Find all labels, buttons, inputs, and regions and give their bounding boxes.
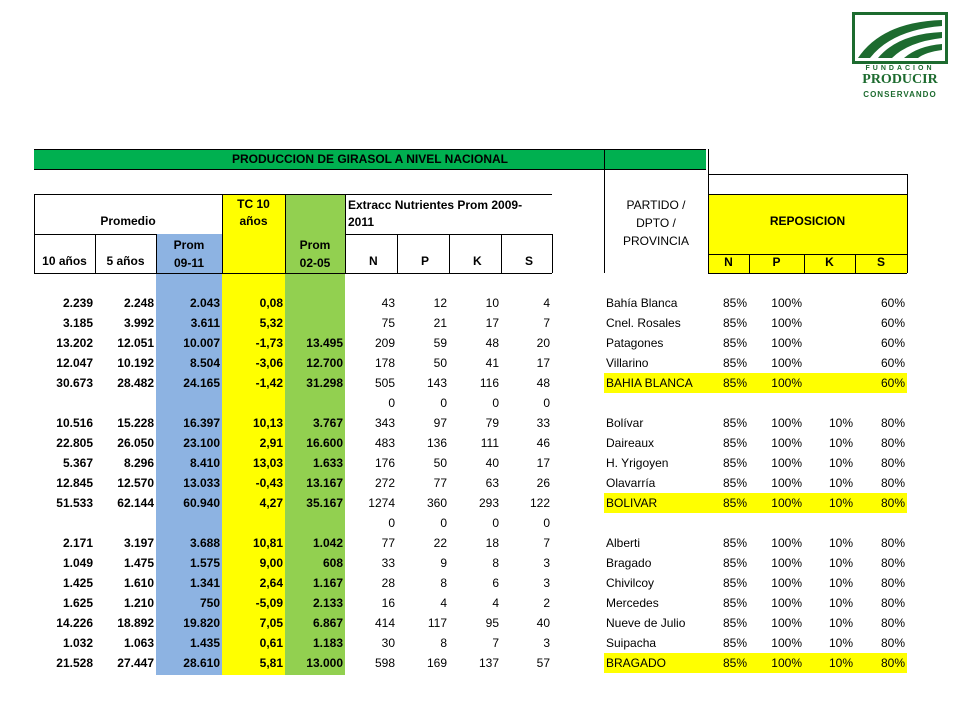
header-p: P bbox=[421, 254, 430, 268]
cell-col-3: 13,03 bbox=[252, 456, 283, 470]
logo-line-conservando: CONSERVANDO bbox=[863, 90, 937, 99]
cell-col-3: 10,13 bbox=[252, 416, 283, 430]
cell-col-5: 178 bbox=[374, 356, 395, 370]
grid-line bbox=[907, 174, 908, 273]
cell-repo-1 bbox=[749, 393, 804, 413]
cell-repo-0 bbox=[708, 393, 749, 413]
cell-col-1: 1.475 bbox=[123, 556, 154, 570]
cell-col-6: 0 bbox=[440, 396, 447, 410]
cell-col-3: -3,06 bbox=[255, 356, 283, 370]
cell-col-8: 40 bbox=[536, 616, 550, 630]
header-repo-s: S bbox=[876, 255, 885, 269]
header-5-anos: 5 años bbox=[106, 254, 145, 268]
cell-col-8: 122 bbox=[529, 496, 550, 510]
cell-repo-0: 85% bbox=[722, 476, 747, 490]
cell-col-0: 13.202 bbox=[56, 336, 93, 350]
cell-repo-1: 100% bbox=[771, 636, 802, 650]
cell-repo-2 bbox=[804, 393, 855, 413]
cell-col-4: 1.167 bbox=[312, 576, 343, 590]
cell-partido: Mercedes bbox=[606, 596, 659, 610]
cell-col-7: 48 bbox=[485, 336, 499, 350]
cell-col-1: 12.051 bbox=[117, 336, 154, 350]
header-repo-k: K bbox=[825, 255, 834, 269]
cell-col-8: 46 bbox=[536, 436, 550, 450]
cell-col-8: 4 bbox=[543, 296, 550, 310]
cell-col-8: 3 bbox=[543, 636, 550, 650]
cell-repo-2: 10% bbox=[828, 496, 853, 510]
cell-col-4 bbox=[285, 513, 345, 533]
cell-col-4: 608 bbox=[322, 556, 343, 570]
header-tc-10-anos: TC 10 años bbox=[237, 197, 270, 228]
cell-repo-2: 10% bbox=[828, 456, 853, 470]
cell-col-1: 3.992 bbox=[123, 316, 154, 330]
logo-line-fundacion: FUNDACION bbox=[865, 65, 935, 72]
cell-col-7: 63 bbox=[485, 476, 499, 490]
cell-col-1: 12.570 bbox=[117, 476, 154, 490]
cell-repo-3: 80% bbox=[880, 436, 905, 450]
cell-repo-0: 85% bbox=[722, 556, 747, 570]
cell-repo-0: 85% bbox=[722, 336, 747, 350]
cell-col-3: 0,61 bbox=[259, 636, 283, 650]
logo-emblem-icon bbox=[852, 12, 948, 64]
header-10-anos: 10 años bbox=[42, 254, 87, 268]
cell-col-8: 17 bbox=[536, 456, 550, 470]
cell-repo-0: 85% bbox=[722, 536, 747, 550]
cell-col-3: 5,81 bbox=[259, 656, 283, 670]
cell-partido: BAHIA BLANCA bbox=[606, 376, 693, 390]
cell-col-2: 2.043 bbox=[189, 296, 220, 310]
header-extracc-nutrientes: Extracc Nutrientes Prom 2009-2011 bbox=[348, 198, 523, 229]
cell-col-6: 4 bbox=[440, 596, 447, 610]
cell-repo-0: 85% bbox=[722, 296, 747, 310]
cell-col-6: 143 bbox=[426, 376, 447, 390]
cell-repo-1: 100% bbox=[771, 336, 802, 350]
cell-repo-3: 60% bbox=[880, 356, 905, 370]
cell-col-1: 27.447 bbox=[117, 656, 154, 670]
cell-col-4: 12.700 bbox=[306, 356, 343, 370]
cell-col-5: 33 bbox=[381, 556, 395, 570]
cell-partido: Patagones bbox=[606, 336, 664, 350]
cell-col-5: 0 bbox=[388, 396, 395, 410]
cell-col-2: 13.033 bbox=[183, 476, 220, 490]
cell-partido: Nueve de Julio bbox=[606, 616, 686, 630]
cell-col-7: 137 bbox=[478, 656, 499, 670]
grid-line bbox=[345, 273, 552, 274]
cell-repo-3: 80% bbox=[880, 476, 905, 490]
cell-col-8: 7 bbox=[543, 536, 550, 550]
cell-col-5: 343 bbox=[374, 416, 395, 430]
cell-col-8: 33 bbox=[536, 416, 550, 430]
cell-col-0: 12.845 bbox=[56, 476, 93, 490]
cell-col-0: 30.673 bbox=[56, 376, 93, 390]
cell-col-2: 750 bbox=[199, 596, 220, 610]
cell-col-6: 169 bbox=[426, 656, 447, 670]
cell-col-5: 414 bbox=[374, 616, 395, 630]
cell-col-4: 13.167 bbox=[306, 476, 343, 490]
cell-partido: Daireaux bbox=[606, 436, 655, 450]
cell-repo-1: 100% bbox=[771, 376, 802, 390]
cell-repo-3: 80% bbox=[880, 636, 905, 650]
cell-col-4: 1.183 bbox=[312, 636, 343, 650]
cell-col-8: 57 bbox=[536, 656, 550, 670]
cell-col-7: 7 bbox=[492, 636, 499, 650]
cell-repo-0: 85% bbox=[722, 456, 747, 470]
cell-partido: Olavarría bbox=[606, 476, 656, 490]
cell-repo-1: 100% bbox=[771, 616, 802, 630]
cell-col-4: 13.000 bbox=[306, 656, 343, 670]
cell-col-4 bbox=[285, 393, 345, 413]
cell-col-6: 8 bbox=[440, 636, 447, 650]
cell-repo-3: 80% bbox=[880, 496, 905, 510]
cell-col-8: 3 bbox=[543, 576, 550, 590]
cell-col-7: 79 bbox=[485, 416, 499, 430]
cell-partido: Chivilcoy bbox=[606, 576, 655, 590]
cell-repo-0: 85% bbox=[722, 616, 747, 630]
grid-line bbox=[708, 194, 907, 195]
cell-repo-2: 10% bbox=[828, 476, 853, 490]
cell-col-5: 77 bbox=[381, 536, 395, 550]
cell-col-2: 3.611 bbox=[190, 316, 220, 330]
cell-col-7: 293 bbox=[478, 496, 499, 510]
cell-col-7: 111 bbox=[480, 436, 499, 450]
cell-col-3: 7,05 bbox=[259, 616, 283, 630]
cell-repo-1: 100% bbox=[771, 476, 802, 490]
cell-col-6: 0 bbox=[440, 516, 447, 530]
cell-repo-2: 10% bbox=[828, 636, 853, 650]
cell-col-8: 3 bbox=[543, 556, 550, 570]
cell-col-8: 20 bbox=[536, 336, 550, 350]
cell-repo-2: 10% bbox=[828, 616, 853, 630]
cell-col-7: 95 bbox=[485, 616, 499, 630]
cell-col-7: 116 bbox=[479, 376, 499, 390]
cell-repo-0: 85% bbox=[722, 376, 747, 390]
cell-col-3: -1,73 bbox=[255, 336, 283, 350]
cell-col-2: 19.820 bbox=[183, 616, 220, 630]
cell-repo-3: 80% bbox=[880, 556, 905, 570]
cell-col-4 bbox=[285, 313, 345, 333]
cell-col-7: 8 bbox=[492, 556, 499, 570]
header-promedio: Promedio bbox=[100, 214, 156, 228]
cell-repo-2 bbox=[804, 513, 855, 533]
cell-col-2: 60.940 bbox=[183, 496, 220, 510]
cell-repo-0: 85% bbox=[722, 436, 747, 450]
cell-col-0: 51.533 bbox=[56, 496, 93, 510]
cell-col-1: 2.248 bbox=[123, 296, 154, 310]
cell-col-4: 35.167 bbox=[306, 496, 343, 510]
grid-line bbox=[345, 194, 552, 195]
cell-col-6: 21 bbox=[433, 316, 447, 330]
cell-col-1: 10.192 bbox=[117, 356, 154, 370]
cell-repo-3: 80% bbox=[880, 616, 905, 630]
cell-col-3: 5,32 bbox=[259, 316, 283, 330]
cell-col-8: 0 bbox=[543, 396, 550, 410]
cell-col-5: 0 bbox=[388, 516, 395, 530]
cell-col-7: 40 bbox=[485, 456, 499, 470]
cell-col-1: 15.228 bbox=[117, 416, 154, 430]
cell-col-6: 50 bbox=[433, 356, 447, 370]
cell-col-2: 8.410 bbox=[189, 456, 220, 470]
cell-col-3: 9,00 bbox=[259, 556, 283, 570]
cell-col-0: 10.516 bbox=[56, 416, 93, 430]
cell-col-7: 41 bbox=[485, 356, 499, 370]
cell-partido: Bahía Blanca bbox=[606, 296, 678, 310]
cell-col-0: 2.239 bbox=[62, 296, 93, 310]
cell-col-0: 22.805 bbox=[56, 436, 93, 450]
cell-repo-1: 100% bbox=[771, 416, 802, 430]
cell-partido: Bolívar bbox=[606, 416, 644, 430]
cell-repo-0: 85% bbox=[722, 636, 747, 650]
cell-repo-1: 100% bbox=[771, 556, 802, 570]
fundacion-logo bbox=[852, 12, 948, 102]
cell-repo-1: 100% bbox=[771, 496, 802, 510]
cell-col-5: 272 bbox=[374, 476, 395, 490]
cell-col-1: 1.610 bbox=[123, 576, 154, 590]
cell-col-7: 0 bbox=[492, 516, 499, 530]
cell-partido: BOLIVAR bbox=[606, 496, 658, 510]
grid-line bbox=[708, 174, 907, 175]
cell-repo-0: 85% bbox=[722, 576, 747, 590]
cell-col-0: 14.226 bbox=[56, 616, 93, 630]
cell-col-6: 97 bbox=[433, 416, 447, 430]
cell-repo-2 bbox=[804, 313, 855, 333]
cell-repo-2: 10% bbox=[828, 656, 853, 670]
cell-col-4: 6.867 bbox=[312, 616, 343, 630]
cell-repo-1: 100% bbox=[771, 436, 802, 450]
cell-col-7: 0 bbox=[492, 396, 499, 410]
cell-col-5: 75 bbox=[381, 316, 395, 330]
cell-col-8: 7 bbox=[543, 316, 550, 330]
header-n: N bbox=[369, 254, 378, 268]
cell-col-2: 1.341 bbox=[189, 576, 220, 590]
cell-partido: Suipacha bbox=[606, 636, 657, 650]
cell-partido: Bragado bbox=[606, 556, 652, 570]
cell-col-4: 1.042 bbox=[312, 536, 343, 550]
cell-col-8: 26 bbox=[536, 476, 550, 490]
cell-col-6: 22 bbox=[433, 536, 447, 550]
cell-col-0 bbox=[34, 393, 95, 413]
cell-repo-0: 85% bbox=[722, 656, 747, 670]
cell-repo-3: 80% bbox=[880, 416, 905, 430]
cell-col-5: 176 bbox=[374, 456, 395, 470]
grid-line bbox=[285, 194, 286, 234]
cell-col-0: 1.625 bbox=[62, 596, 93, 610]
cell-repo-1: 100% bbox=[771, 596, 802, 610]
cell-repo-1: 100% bbox=[771, 456, 802, 470]
cell-col-3: -1,42 bbox=[255, 376, 283, 390]
cell-col-0: 1.032 bbox=[62, 636, 93, 650]
cell-col-2: 1.435 bbox=[189, 636, 220, 650]
logo-line-producir: PRODUCIR bbox=[862, 72, 938, 87]
cell-col-3 bbox=[222, 513, 285, 533]
header-partido: PARTIDO / DPTO / PROVINCIA bbox=[622, 198, 689, 248]
cell-repo-3: 80% bbox=[880, 576, 905, 590]
cell-col-0: 1.425 bbox=[62, 576, 93, 590]
cell-repo-2: 10% bbox=[828, 416, 853, 430]
cell-col-1: 62.144 bbox=[117, 496, 154, 510]
cell-col-5: 1274 bbox=[368, 496, 395, 510]
cell-repo-1: 100% bbox=[771, 296, 802, 310]
cell-repo-1: 100% bbox=[771, 356, 802, 370]
cell-col-0: 3.185 bbox=[62, 316, 93, 330]
grid-line bbox=[34, 194, 345, 195]
cell-repo-2: 10% bbox=[828, 576, 853, 590]
cell-col-3: 0,08 bbox=[259, 296, 283, 310]
cell-col-4: 16.600 bbox=[306, 436, 343, 450]
cell-partido: Cnel. Rosales bbox=[606, 316, 681, 330]
cell-col-6: 136 bbox=[426, 436, 447, 450]
cell-col-3: -0,43 bbox=[255, 476, 283, 490]
cell-col-1: 18.892 bbox=[117, 616, 154, 630]
cell-col-8: 17 bbox=[536, 356, 550, 370]
cell-col-5: 28 bbox=[381, 576, 395, 590]
cell-repo-1: 100% bbox=[771, 536, 802, 550]
cell-col-5: 16 bbox=[381, 596, 395, 610]
cell-col-8: 0 bbox=[543, 516, 550, 530]
cell-repo-0 bbox=[708, 513, 749, 533]
cell-repo-2 bbox=[804, 293, 855, 313]
cell-col-2: 24.165 bbox=[183, 376, 220, 390]
cell-col-2: 8.504 bbox=[189, 356, 220, 370]
cell-col-3: 4,27 bbox=[259, 496, 283, 510]
cell-repo-3: 80% bbox=[880, 456, 905, 470]
cell-repo-2: 10% bbox=[828, 436, 853, 450]
cell-repo-3: 60% bbox=[880, 336, 905, 350]
cell-col-3 bbox=[222, 393, 285, 413]
cell-partido: BRAGADO bbox=[606, 656, 667, 670]
cell-col-6: 360 bbox=[426, 496, 447, 510]
cell-partido bbox=[604, 393, 708, 413]
header-repo-p: P bbox=[772, 255, 781, 269]
cell-repo-3: 60% bbox=[880, 296, 905, 310]
cell-col-4: 31.298 bbox=[306, 376, 343, 390]
cell-repo-0: 85% bbox=[722, 416, 747, 430]
cell-col-2 bbox=[156, 513, 222, 533]
cell-repo-2 bbox=[804, 373, 855, 393]
cell-col-0 bbox=[34, 513, 95, 533]
cell-repo-3 bbox=[855, 393, 907, 413]
cell-col-2: 10.007 bbox=[183, 336, 220, 350]
cell-col-4: 13.495 bbox=[306, 336, 343, 350]
header-s: S bbox=[525, 254, 534, 268]
cell-col-6: 8 bbox=[440, 576, 447, 590]
cell-col-6: 12 bbox=[433, 296, 447, 310]
cell-col-2: 28.610 bbox=[183, 656, 220, 670]
grid-line bbox=[222, 234, 223, 273]
cell-col-2: 23.100 bbox=[183, 436, 220, 450]
cell-repo-3 bbox=[855, 513, 907, 533]
cell-col-0: 1.049 bbox=[62, 556, 93, 570]
cell-col-7: 6 bbox=[492, 576, 499, 590]
header-k: K bbox=[473, 254, 482, 268]
cell-col-5: 209 bbox=[374, 336, 395, 350]
cell-partido bbox=[604, 513, 708, 533]
cell-repo-2: 10% bbox=[828, 536, 853, 550]
cell-col-7: 4 bbox=[492, 596, 499, 610]
cell-repo-3: 60% bbox=[880, 376, 905, 390]
cell-col-4: 3.767 bbox=[312, 416, 343, 430]
cell-col-3: 10,81 bbox=[252, 536, 283, 550]
cell-repo-3: 60% bbox=[880, 316, 905, 330]
cell-col-1: 8.296 bbox=[123, 456, 154, 470]
grid-line bbox=[552, 234, 553, 273]
table-title: PRODUCCION DE GIRASOL A NIVEL NACIONAL bbox=[34, 149, 706, 170]
cell-col-6: 77 bbox=[433, 476, 447, 490]
cell-repo-0: 85% bbox=[722, 596, 747, 610]
cell-repo-3: 80% bbox=[880, 596, 905, 610]
cell-repo-2: 10% bbox=[828, 596, 853, 610]
cell-repo-0: 85% bbox=[722, 316, 747, 330]
cell-col-0: 2.171 bbox=[62, 536, 93, 550]
cell-col-8: 2 bbox=[543, 596, 550, 610]
cell-col-0: 5.367 bbox=[62, 456, 93, 470]
cell-col-3: 2,64 bbox=[259, 576, 283, 590]
cell-col-7: 18 bbox=[485, 536, 499, 550]
cell-col-2: 3.688 bbox=[189, 536, 220, 550]
header-prom-02-05: Prom 02-05 bbox=[299, 238, 331, 270]
cell-col-4: 2.133 bbox=[312, 596, 343, 610]
cell-col-3: 2,91 bbox=[259, 436, 283, 450]
header-repo-n: N bbox=[724, 255, 733, 269]
cell-col-1: 3.197 bbox=[123, 536, 154, 550]
cell-col-1: 1.063 bbox=[123, 636, 154, 650]
cell-col-3: -5,09 bbox=[255, 596, 283, 610]
cell-col-6: 59 bbox=[433, 336, 447, 350]
cell-partido: H. Yrigoyen bbox=[606, 456, 669, 470]
cell-repo-1: 100% bbox=[771, 656, 802, 670]
cell-repo-2 bbox=[804, 353, 855, 373]
cell-col-6: 50 bbox=[433, 456, 447, 470]
cell-col-5: 43 bbox=[381, 296, 395, 310]
cell-repo-0: 85% bbox=[722, 356, 747, 370]
cell-col-2: 16.397 bbox=[183, 416, 220, 430]
cell-col-7: 10 bbox=[485, 296, 499, 310]
cell-col-1: 1.210 bbox=[123, 596, 154, 610]
cell-col-2: 1.575 bbox=[189, 556, 220, 570]
cell-repo-0: 85% bbox=[722, 496, 747, 510]
cell-repo-2: 10% bbox=[828, 556, 853, 570]
cell-col-6: 117 bbox=[427, 616, 447, 630]
header-reposicion: REPOSICION bbox=[769, 214, 846, 228]
cell-col-5: 505 bbox=[374, 376, 395, 390]
cell-col-1 bbox=[95, 513, 156, 533]
cell-col-2 bbox=[156, 393, 222, 413]
grid-line bbox=[34, 273, 345, 274]
cell-repo-3: 80% bbox=[880, 536, 905, 550]
cell-repo-3: 80% bbox=[880, 656, 905, 670]
cell-partido: Villarino bbox=[606, 356, 649, 370]
cell-col-6: 9 bbox=[440, 556, 447, 570]
cell-col-0: 21.528 bbox=[56, 656, 93, 670]
cell-repo-1: 100% bbox=[771, 316, 802, 330]
cell-col-1 bbox=[95, 393, 156, 413]
cell-col-8: 48 bbox=[536, 376, 550, 390]
cell-repo-2 bbox=[804, 333, 855, 353]
cell-col-7: 17 bbox=[485, 316, 499, 330]
cell-col-1: 26.050 bbox=[117, 436, 154, 450]
cell-repo-1: 100% bbox=[771, 576, 802, 590]
cell-col-4 bbox=[285, 293, 345, 313]
cell-col-5: 483 bbox=[374, 436, 395, 450]
cell-col-0: 12.047 bbox=[56, 356, 93, 370]
cell-col-5: 30 bbox=[381, 636, 395, 650]
header-prom-09-11: Prom 09-11 bbox=[173, 238, 205, 270]
cell-col-1: 28.482 bbox=[117, 376, 154, 390]
cell-partido: Alberti bbox=[606, 536, 641, 550]
cell-col-4: 1.633 bbox=[312, 456, 343, 470]
cell-col-5: 598 bbox=[374, 656, 395, 670]
cell-repo-1 bbox=[749, 513, 804, 533]
